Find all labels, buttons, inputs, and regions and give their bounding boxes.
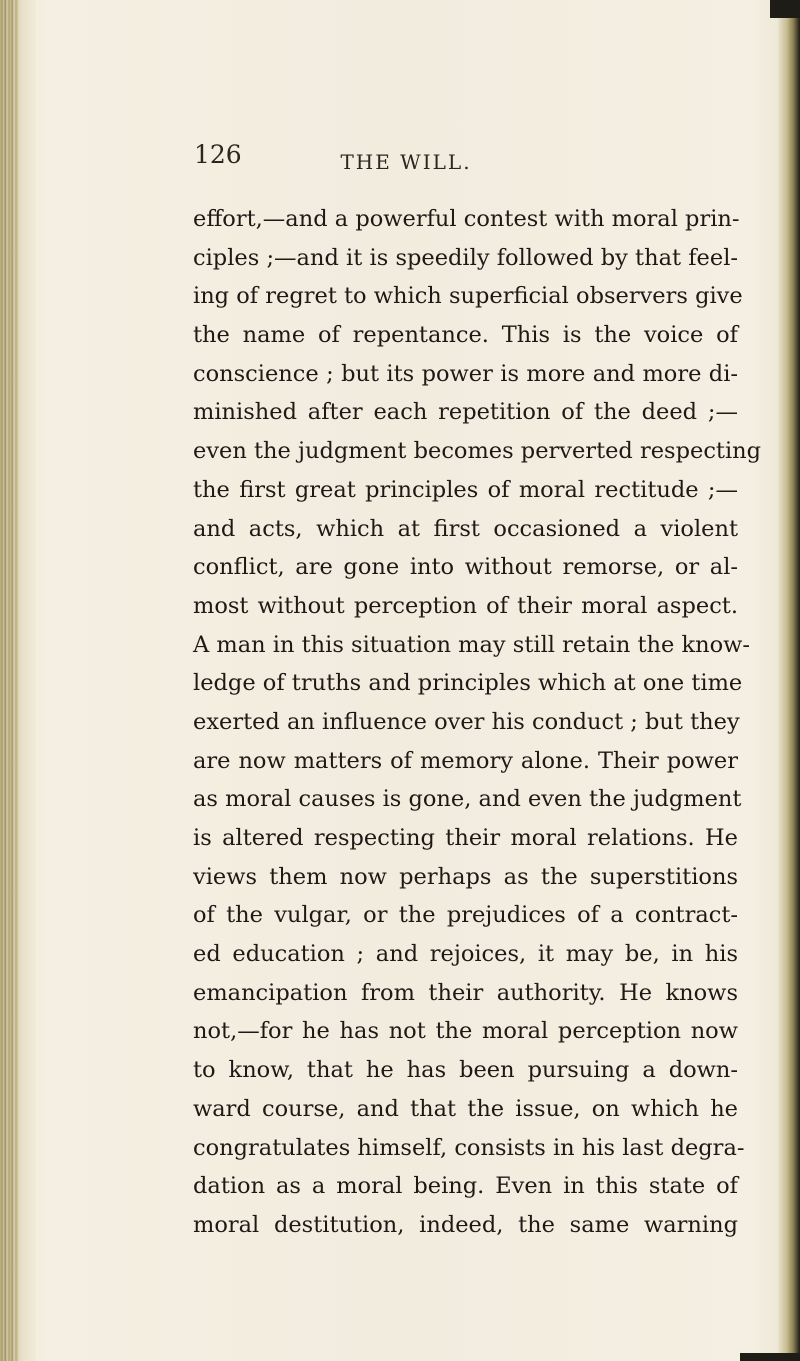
text-line: ing of regret to which superficial observers give: [193, 283, 743, 310]
text-line: and acts, which at first occasioned a violent: [193, 515, 738, 542]
text-line: conflict, are gone into without remorse, or al-: [193, 554, 738, 581]
text-line: of the vulgar, or the prejudices of a contract-: [193, 902, 738, 929]
text-line: moral destitution, indeed, the same warning: [193, 1211, 738, 1238]
text-line: A man in this situation may still retain the know-: [193, 631, 751, 658]
page-number: 126: [194, 140, 242, 169]
binding-edge: [0, 0, 36, 1361]
page-right-edge: [778, 0, 800, 1361]
text-line: the first great principles of moral rectitude ;—: [193, 476, 738, 503]
page-corner-shadow: [770, 0, 800, 18]
text-line: ed education ; and rejoices, it may be, in his: [193, 941, 738, 968]
text-line: minished after each repetition of the deed ;—: [193, 399, 738, 426]
text-line: are now matters of memory alone. Their power: [193, 747, 738, 774]
text-line: even the judgment becomes perverted respecting: [193, 438, 762, 465]
text-line: dation as a moral being. Even in this state of: [193, 1173, 738, 1200]
page-bottom-shadow: [740, 1353, 800, 1361]
text-line: ciples ;—and it is speedily followed by that feel-: [193, 244, 738, 271]
text-line: the name of repentance. This is the voice of: [193, 322, 738, 349]
text-line: not,—for he has not the moral perception now: [193, 1018, 738, 1045]
text-line: ledge of truths and principles which at one time: [193, 670, 743, 697]
text-line: emancipation from their authority. He knows: [193, 979, 738, 1006]
text-line: as moral causes is gone, and even the judgment: [193, 786, 742, 813]
text-line: conscience ; but its power is more and more di-: [193, 360, 738, 387]
text-line: exerted an influence over his conduct ; but they: [193, 708, 740, 735]
text-line: congratulates himself, consists in his last degra-: [193, 1134, 745, 1161]
text-line: most without perception of their moral aspect.: [193, 592, 738, 619]
text-line: views them now perhaps as the superstitions: [193, 863, 738, 890]
running-head: THE WILL.: [340, 150, 472, 174]
text-line: to know, that he has been pursuing a down-: [193, 1057, 738, 1084]
body-text: [193, 200, 762, 1245]
text-line: is altered respecting their moral relations. He: [193, 825, 738, 851]
text-line: ward course, and that the issue, on which he: [193, 1095, 738, 1122]
text-line: effort,—and a powerful contest with moral prin-: [193, 206, 740, 232]
